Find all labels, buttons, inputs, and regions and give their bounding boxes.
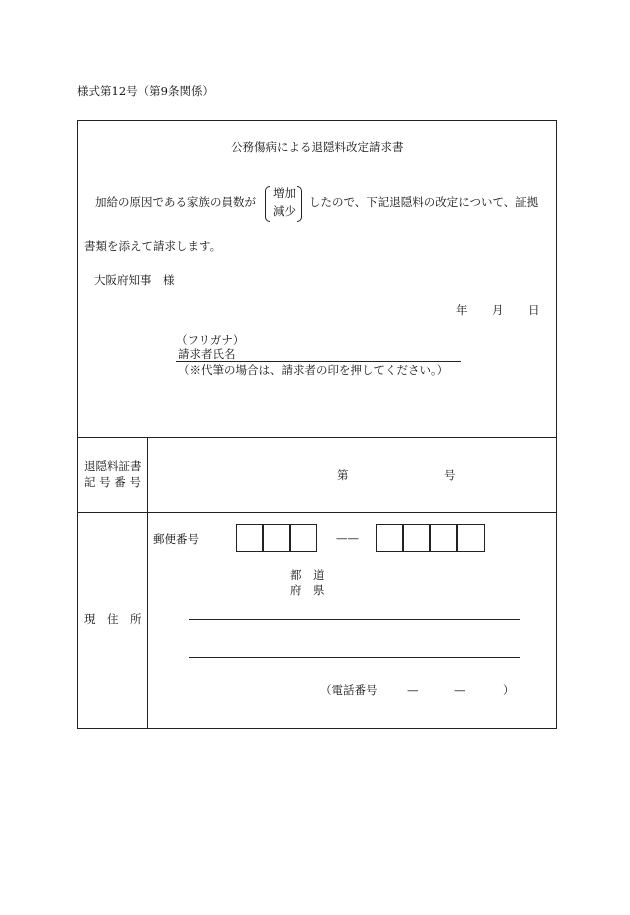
postal-digit-box[interactable] bbox=[290, 524, 317, 552]
postal-digit-box[interactable] bbox=[430, 524, 457, 552]
date-month-label: 月 bbox=[492, 303, 504, 317]
prefecture-fuken: 府 県 bbox=[290, 583, 325, 597]
postal-code-label: 郵便番号 bbox=[153, 532, 199, 546]
postal-digit-box[interactable] bbox=[263, 524, 290, 552]
claimant-name-field[interactable] bbox=[176, 361, 461, 362]
form-number: 様式第12号（第9条関係） bbox=[77, 84, 214, 98]
certificate-go: 号 bbox=[444, 468, 456, 482]
divider-certificate-top bbox=[77, 437, 556, 438]
addressee: 大阪府知事 様 bbox=[94, 273, 175, 287]
option-increase: 増加 bbox=[273, 186, 296, 200]
label-column-divider bbox=[147, 437, 148, 728]
postal-separator: —— bbox=[336, 531, 359, 545]
divider-address-top bbox=[77, 512, 556, 513]
proxy-note: （※代筆の場合は、請求者の印を押してください。） bbox=[178, 363, 449, 377]
date-day-label: 日 bbox=[528, 303, 540, 317]
phone-dash-2: — bbox=[454, 683, 466, 697]
address-line-1[interactable] bbox=[189, 619, 520, 620]
body-text-line2: 書類を添えて請求します。 bbox=[84, 239, 222, 253]
postal-digit-box[interactable] bbox=[457, 524, 485, 552]
postal-digit-box[interactable] bbox=[403, 524, 430, 552]
phone-label: （電話番号 bbox=[320, 683, 378, 697]
date-year-label: 年 bbox=[456, 303, 468, 317]
address-line-2[interactable] bbox=[189, 657, 520, 658]
address-label: 現 住 所 bbox=[84, 612, 142, 626]
phone-close: ） bbox=[503, 683, 515, 697]
form-frame bbox=[77, 120, 557, 729]
prefecture-todo: 都 道 bbox=[290, 568, 325, 582]
claimant-name-label: 請求者氏名 bbox=[178, 347, 236, 361]
certificate-label-line1: 退隠料証書 bbox=[84, 459, 142, 473]
postal-digit-box[interactable] bbox=[376, 524, 403, 552]
body-text-after: したので、下記退隠料の改定について、証拠 bbox=[309, 195, 539, 209]
body-text-before: 加給の原因である家族の員数が bbox=[95, 195, 256, 209]
left-brace bbox=[265, 186, 270, 222]
postal-digit-box[interactable] bbox=[236, 524, 263, 552]
certificate-dai: 第 bbox=[337, 468, 349, 482]
furigana-label: （フリガナ） bbox=[176, 333, 245, 347]
certificate-label-line2: 記 号 番 号 bbox=[84, 475, 141, 489]
right-brace bbox=[297, 186, 302, 222]
option-decrease: 減少 bbox=[273, 204, 296, 218]
phone-dash-1: — bbox=[407, 683, 419, 697]
form-title: 公務傷病による退隠料改定請求書 bbox=[231, 140, 404, 154]
